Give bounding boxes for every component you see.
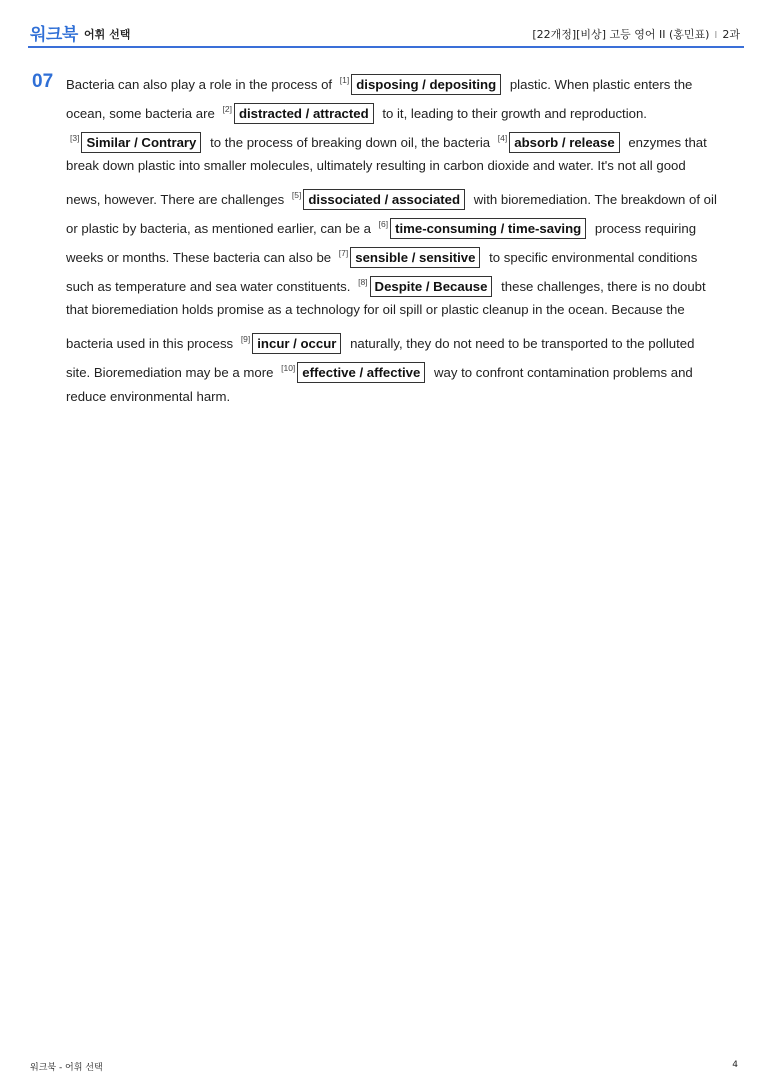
passage-text: ocean, some bacteria are [66,105,215,121]
footer-label: 워크북 - 어휘 선택 [30,1063,103,1073]
page-number: 4 [732,1060,738,1070]
passage-text: that bioremediation holds promise as a technology for oil spill or plastic cleanup in the ocean. Because the [66,302,685,318]
blank-number: [9] [240,334,251,345]
course-title: [22개정][비상] 고등 영어 II (홍민표) [532,28,710,41]
lesson-label: 2과 [722,28,740,41]
passage-text: or plastic by bacteria, as mentioned earlier, can be a [66,220,371,236]
header-separator: I [714,30,718,41]
passage-line [66,124,742,153]
blank-number: [3] [70,132,80,143]
passage-line [66,268,742,297]
vocab-choice-box[interactable]: sensible / sensitive [350,247,480,268]
blank-number: [6] [378,218,389,229]
passage-text: these challenges, there is no doubt [501,278,706,294]
passage-text: bacteria used in this process [66,336,234,352]
passage-line [66,152,742,181]
passage-text: Bacteria can also play a role in the process of [66,77,333,92]
brand-subtitle: 어휘 선택 [84,28,131,41]
blank-number: [5] [291,190,302,201]
blank-number: [4] [497,132,508,143]
passage-text: plastic. When plastic enters the [509,77,693,92]
passage-line [66,66,742,95]
vocab-choice-box[interactable]: effective / affective [297,362,425,383]
passage-text: weeks or months. These bacteria can also be [66,249,332,265]
question-number: 07 [32,71,54,92]
passage-line [66,296,742,325]
passage-text: process requiring [594,220,697,236]
passage-text: news, however. There are challenges [66,192,285,208]
passage-line [66,181,742,210]
vocab-choice-box[interactable]: distracted / attracted [234,103,374,124]
vocab-choice-box[interactable]: disposing / depositing [351,74,501,95]
passage-line [66,383,742,412]
passage-text: to the process of breaking down oil, the bacteria [210,134,491,150]
passage [66,66,742,412]
passage-line [66,354,742,383]
vocab-choice-box[interactable]: Similar / Contrary [81,132,201,153]
blank-number: [1] [339,75,350,85]
blank-number: [7] [338,247,349,258]
passage-line [66,95,742,124]
blank-number: [10] [281,362,296,373]
vocab-choice-box[interactable]: time-consuming / time-saving [390,218,586,239]
vocab-choice-box[interactable]: Despite / Because [370,276,493,297]
passage-line [66,239,742,268]
passage-text: naturally, they do not need to be transported to the polluted [350,336,695,352]
vocab-choice-box[interactable]: dissociated / associated [303,189,465,210]
passage-line [66,325,742,354]
vocab-choice-box[interactable]: incur / occur [252,333,341,354]
blank-number: [2] [222,103,232,114]
brand-title: 워크북 [30,25,78,45]
passage-text: to specific environmental conditions [489,249,698,265]
blank-number: [8] [358,276,368,287]
passage-text: with bioremediation. The breakdown of oil [473,192,717,208]
passage-text: break down plastic into smaller molecules, ultimately resulting in carbon dioxide and water. It's not all good [66,158,686,174]
passage-text: enzymes that [628,134,707,150]
course-info [532,26,740,42]
page-header [28,18,744,48]
passage-text: site. Bioremediation may be a more [66,364,274,380]
passage-line [66,210,742,239]
passage-text: reduce environmental harm. [66,388,231,404]
vocab-choice-box[interactable]: absorb / release [509,132,619,153]
passage-text: to it, leading to their growth and reproduction. [382,105,647,121]
passage-text: such as temperature and sea water constituents. [66,278,355,294]
passage-text: way to confront contamination problems and [433,364,693,380]
